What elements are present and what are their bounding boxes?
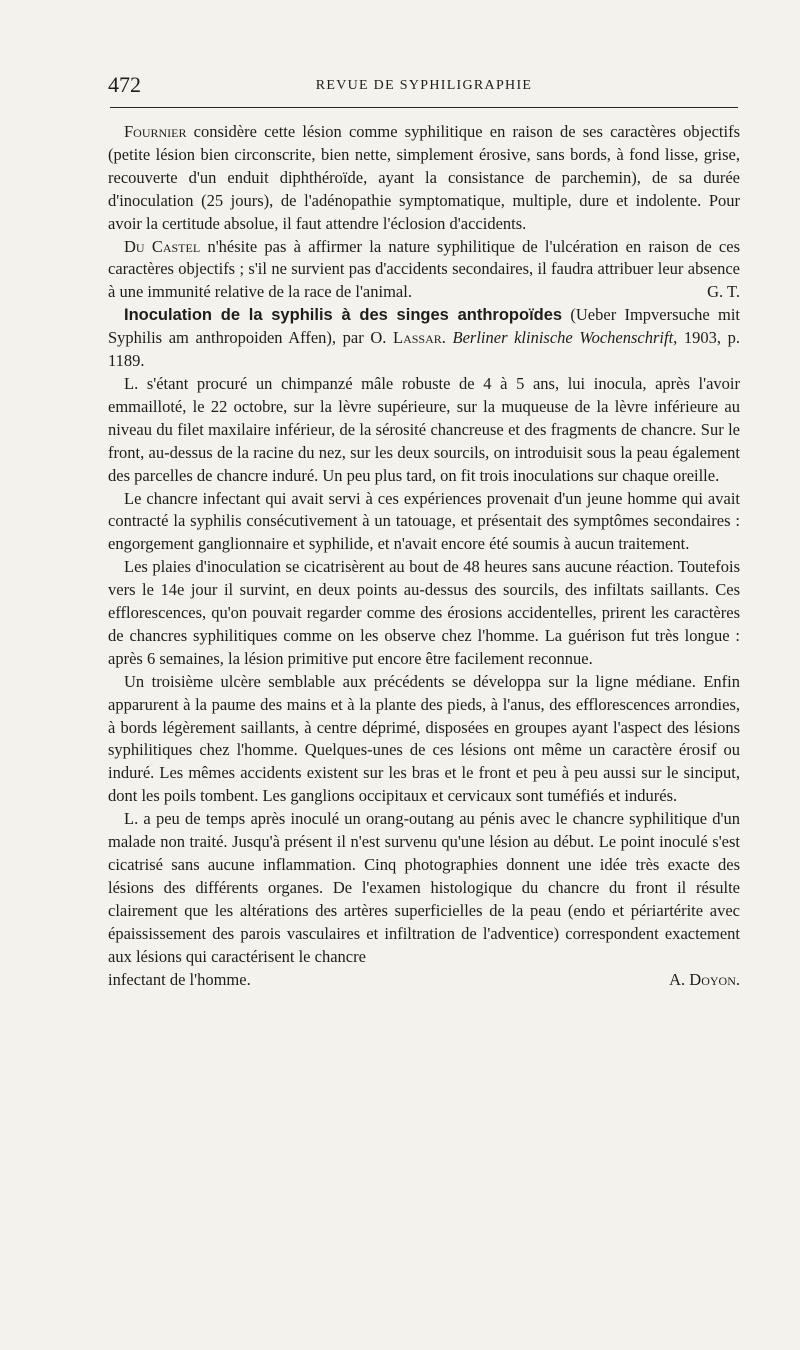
running-title: REVUE DE SYPHILIGRAPHIE xyxy=(315,78,533,93)
closing-line xyxy=(108,969,740,992)
review-signature: A. Doyon. xyxy=(669,969,740,989)
article-author: Lassar xyxy=(392,328,442,348)
citation: , 1903, p. 1189. xyxy=(108,328,741,371)
paragraph-text: n'hésite pas à affirmer la nature syphilitique de l'ulcération en raison de ces caractères objectifs ; s'il ne survient pas d'accidents secondaires, il faudra attribuer leur absence à une immunité relative de la race de l'animal. xyxy=(108,236,740,302)
author-name: Fournier xyxy=(124,122,187,141)
article-subtitle: (Ueber Impversuche mit Syphilis am anthropoiden Affen), par O. xyxy=(108,305,740,348)
paragraph: L. s'étant procuré un chimpanzé mâle robuste de 4 à 5 ans, lui inocula, après l'avoir emmailloté, le 22 octobre, sur la lèvre supérieure, sur la muqueuse de la lèvre inférieure au niveau du filet maxilaire inférieur, de la sérosité chancreuse et des fragments de chancre. Sur le front, au-dessus de la racine du nez, sur les deux sourcils, on introduisit sous la peau également des parcelles de chancre induré. Un peu plus tard, on fit trois inoculations sur chaque oreille. xyxy=(108,373,740,485)
review-signature: G. T. xyxy=(707,282,740,302)
body-text xyxy=(108,121,740,991)
journal-name: Berliner klinische Wochenschrift xyxy=(452,328,674,348)
page-header xyxy=(108,72,740,98)
article-heading: Inoculation de la syphilis à des singes anthropoïdes (Ueber Impversuche mit Syphilis am anthropoiden Affen), par O. Lassar. Berliner klinische Wochenschrift, 1903, p. 1189. xyxy=(108,305,741,371)
paragraph xyxy=(108,236,740,305)
paragraph xyxy=(108,121,740,236)
paragraph-text: considère cette lésion comme syphilitique en raison de ses caractères objectifs (petite lésion bien circonscrite, bien nette, simplement érosive, sans bords, à fond lisse, grise, recouverte d'un enduit diphthéroïde, ayant la consistance de parchemin), de sa durée d'inoculation (25 jours), de l'adénopathie symptomatique, multiple, dure et indolente. Pour avoir la certitude absolue, il faut attendre l'éclosion d'accidents. xyxy=(108,122,740,233)
paragraph: Un troisième ulcère semblable aux précédents se développa sur la ligne médiane. Enfin apparurent à la paume des mains et à la plante des pieds, à l'anus, des efflorescences arrondies, à bords légèrement saillants, à centre déprimé, disposées en groupes ayant l'aspect des lésions syphilitiques chez l'homme. Quelques-unes de ces lésions ont même un caractère érosif ou induré. Les mêmes accidents existent sur les bras et le front et peu à peu aussi sur le sinciput, dont les poils tombent. Les ganglions occipitaux et cervicaux sont tuméfiés et indurés. xyxy=(108,671,740,806)
page-number: 472 xyxy=(108,72,141,97)
paragraph-end: infectant de l'homme. xyxy=(108,969,251,989)
header-rule xyxy=(110,107,738,108)
article-title: Inoculation de la syphilis à des singes anthropoïdes xyxy=(124,306,563,325)
paragraph: Le chancre infectant qui avait servi à ces expériences provenait d'un jeune homme qui avait contracté la syphilis consécutivement à un tatouage, et présentait des symptômes secondaires : engorgement ganglionnaire et syphilide, et n'avait encore été soumis à aucun traitement. xyxy=(108,488,740,554)
author-name: Du Castel xyxy=(124,236,201,256)
paragraph: L. a peu de temps après inoculé un orang-outang au pénis avec le chancre syphilitique d'un malade non traité. Jusqu'à présent il n'est survenu qu'une lésion au début. Le point inoculé s'est cicatrisé sans aucune inflammation. Cinq photographies donnent une idée très exacte des lésions des différents organes. De l'examen histologique du chancre du front il résulte clairement que les altérations des artères superficielles de la peau (endo et périartérite avec épaississement des parois vasculaires et infiltration de l'adventice) correspondent exactement aux lésions qui caractérisent le chancre xyxy=(108,809,740,966)
paragraph: Les plaies d'inoculation se cicatrisèrent au bout de 48 heures sans aucune réaction. Toutefois vers le 14e jour il survint, en deux points au-dessus des sourcils, des infiltats saillants. Ces efflorescences, qu'on pouvait regarder comme des érosions accidentelles, prirent les caractères de chancres syphilitiques comme on les observe chez l'homme. La guérison fut très longue : après 6 semaines, la lésion primitive put encore être facilement reconnue. xyxy=(108,557,740,668)
